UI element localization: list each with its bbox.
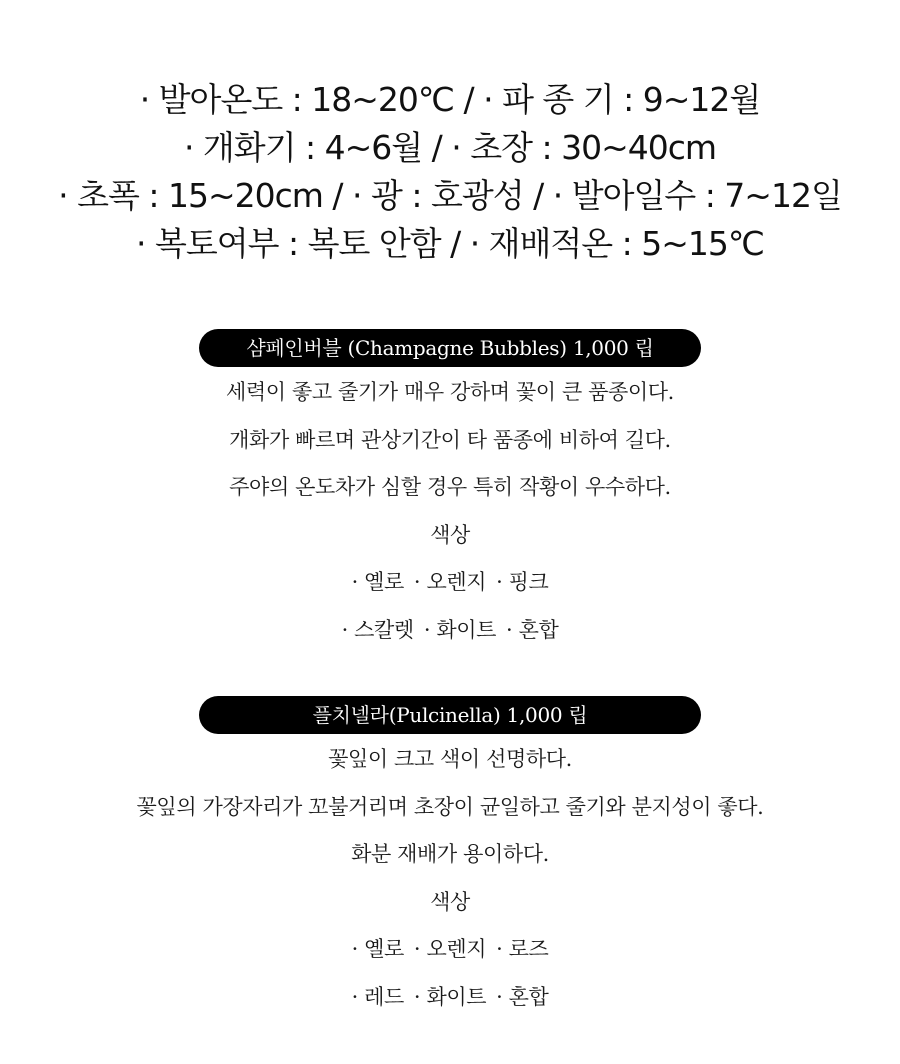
color-item: · 스칼렛 [341,617,414,642]
color-list-row [0,926,900,974]
description-line: 주야의 온도차가 심할 경우 특히 작황이 우수하다. [229,475,671,500]
color-list-row [0,607,900,655]
color-item: · 레드 [351,984,404,1009]
colors-heading: 색상 [430,889,470,914]
color-list-row [0,559,900,607]
color-list-row [0,974,900,1022]
spec-line-width-light-days: · 초폭 : 15~20cm / · 광 : 호광성 / · 발아일수 : 7~12일 [58,176,842,215]
variety-title-badge: 플치넬라(Pulcinella) 1,000 립 [199,696,701,734]
spec-line-flowering-height: · 개화기 : 4~6월 / · 초장 : 30~40cm [183,128,717,167]
description-line: 꽃잎의 가장자리가 꼬불거리며 초장이 균일하고 줄기와 분지성이 좋다. [136,794,764,819]
variety-description [0,369,900,655]
color-item: · 오렌지 [413,937,487,962]
color-item: · 오렌지 [413,570,487,595]
description-line: 화분 재배가 용이하다. [351,842,549,867]
color-item: · 화이트 [413,984,487,1009]
color-item: · 혼합 [506,617,559,642]
color-item: · 핑크 [496,570,549,595]
color-item: · 화이트 [423,617,497,642]
color-item: · 로즈 [496,937,549,962]
color-item: · 혼합 [496,984,549,1009]
color-item: · 옐로 [351,570,404,595]
color-item: · 옐로 [351,937,404,962]
variety-champagne-bubbles [0,329,900,655]
description-line: 꽃잎이 크고 색이 선명하다. [328,747,572,771]
variety-pulcinella [0,696,900,1022]
spec-line-cover-temperature: · 복토여부 : 복토 안함 / · 재배적온 : 5~15℃ [136,224,764,263]
spec-line-germination-sowing: · 발아온도 : 18~20℃ / · 파 종 기 : 9~12월 [139,80,761,119]
description-line: 세력이 좋고 줄기가 매우 강하며 꽃이 큰 품종이다. [226,380,674,404]
description-line: 개화가 빠르며 관상기간이 타 품종에 비하여 길다. [229,427,671,452]
spec-summary [0,76,900,268]
colors-heading: 색상 [430,522,470,547]
variety-title-badge: 샴페인버블 (Champagne Bubbles) 1,000 립 [199,329,701,367]
variety-description [0,736,900,1022]
